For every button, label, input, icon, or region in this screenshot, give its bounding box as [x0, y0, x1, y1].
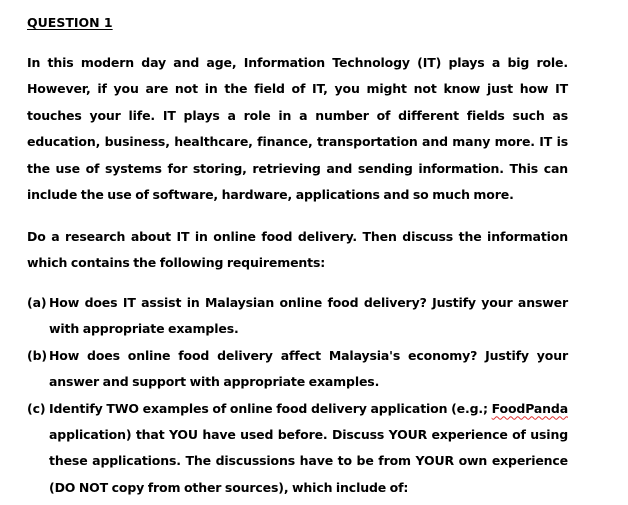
item-marker: (c)	[27, 400, 46, 416]
item-marker: (a)	[27, 295, 47, 310]
spellcheck-flagged-word[interactable]: FoodPanda	[491, 400, 568, 416]
intro-paragraph: In this modern day and age, Information Technology (IT) plays a big role. However, if you are not in the field of IT, you might not know just how IT touches your life. IT plays a role in a number of different fields such as education, business, healthcare, finance, transportation and many more. IT is the use of systems for storing, retrieving and sending information. This can include the use of software, hardware, applications and so much more.	[27, 55, 568, 203]
item-text-before: Identify TWO examples of online food delivery application (e.g.;	[49, 400, 492, 416]
question-heading: QUESTION 1	[27, 15, 113, 30]
item-text: How does online food delivery affect Malaysia's economy? Justify your answer and support with appropriate examples.	[49, 347, 568, 390]
question-list	[27, 290, 568, 501]
list-item-b	[27, 343, 568, 396]
item-text-after: application) that YOU have used before. Discuss YOUR experience of using these applications. The discussions have to be from YOUR own experience (DO NOT copy from other sources), which include of:	[49, 427, 568, 495]
instruction-paragraph: Do a research about IT in online food delivery. Then discuss the information which contains the following requirements:	[27, 229, 568, 271]
item-text	[49, 396, 568, 502]
list-item-a	[27, 290, 568, 343]
item-text: How does IT assist in Malaysian online food delivery? Justify your answer with appropriate examples.	[49, 295, 568, 337]
list-item-c	[27, 396, 568, 502]
item-marker: (b)	[27, 347, 47, 363]
